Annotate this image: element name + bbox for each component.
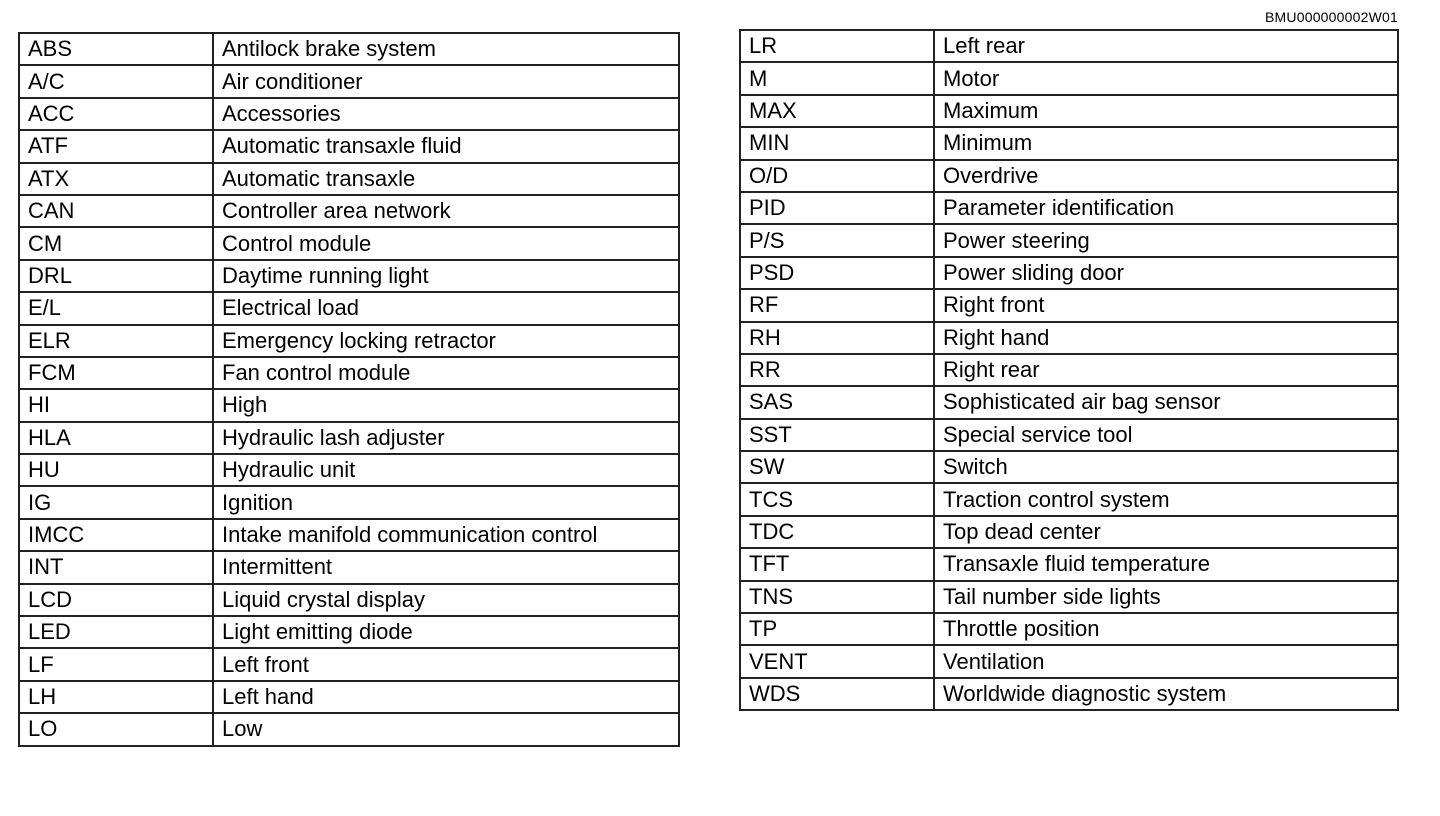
table-row (740, 645, 1398, 677)
table-row (740, 548, 1398, 580)
meaning-cell: Right front (934, 289, 1398, 321)
abbreviation-cell: DRL (19, 260, 213, 292)
table-row (19, 519, 679, 551)
meaning-cell: Accessories (213, 98, 679, 130)
table-row (740, 581, 1398, 613)
abbreviation-cell: M (740, 62, 934, 94)
abbreviation-cell: ATF (19, 130, 213, 162)
meaning-cell: Antilock brake system (213, 33, 679, 65)
table-row (19, 292, 679, 324)
abbreviation-table-left-body (19, 33, 679, 746)
meaning-cell: Tail number side lights (934, 581, 1398, 613)
abbreviation-cell: ACC (19, 98, 213, 130)
meaning-cell: Switch (934, 451, 1398, 483)
table-row (740, 419, 1398, 451)
meaning-cell: Parameter identification (934, 192, 1398, 224)
table-row (19, 713, 679, 745)
table-row (19, 260, 679, 292)
abbreviation-cell: RR (740, 354, 934, 386)
meaning-cell: Emergency locking retractor (213, 325, 679, 357)
table-row (19, 422, 679, 454)
meaning-cell: Air conditioner (213, 65, 679, 97)
table-row (19, 648, 679, 680)
table-row (19, 357, 679, 389)
meaning-cell: Fan control module (213, 357, 679, 389)
abbreviation-cell: ATX (19, 163, 213, 195)
meaning-cell: Daytime running light (213, 260, 679, 292)
table-row (19, 33, 679, 65)
table-row (740, 289, 1398, 321)
table-row (740, 257, 1398, 289)
meaning-cell: Sophisticated air bag sensor (934, 386, 1398, 418)
meaning-cell: Throttle position (934, 613, 1398, 645)
abbreviation-table-right-body (740, 30, 1398, 710)
abbreviation-cell: TCS (740, 483, 934, 515)
abbreviation-cell: TDC (740, 516, 934, 548)
meaning-cell: Maximum (934, 95, 1398, 127)
table-row (740, 127, 1398, 159)
abbreviation-cell: VENT (740, 645, 934, 677)
table-row (740, 192, 1398, 224)
meaning-cell: Motor (934, 62, 1398, 94)
meaning-cell: Ignition (213, 486, 679, 518)
meaning-cell: Electrical load (213, 292, 679, 324)
table-row (740, 483, 1398, 515)
meaning-cell: Top dead center (934, 516, 1398, 548)
meaning-cell: Left rear (934, 30, 1398, 62)
table-row (740, 678, 1398, 710)
table-row (19, 98, 679, 130)
abbreviation-table-right (739, 29, 1399, 711)
meaning-cell: Intake manifold communication control (213, 519, 679, 551)
meaning-cell: Right hand (934, 322, 1398, 354)
table-row (19, 227, 679, 259)
abbreviation-cell: TNS (740, 581, 934, 613)
table-row (19, 551, 679, 583)
abbreviation-cell: HI (19, 389, 213, 421)
table-row (19, 163, 679, 195)
abbreviation-cell: MAX (740, 95, 934, 127)
meaning-cell: Power sliding door (934, 257, 1398, 289)
table-row (19, 65, 679, 97)
table-row (19, 195, 679, 227)
meaning-cell: Minimum (934, 127, 1398, 159)
meaning-cell: Power steering (934, 224, 1398, 256)
meaning-cell: High (213, 389, 679, 421)
abbreviation-cell: TFT (740, 548, 934, 580)
meaning-cell: Transaxle fluid temperature (934, 548, 1398, 580)
table-row (19, 325, 679, 357)
abbreviation-cell: O/D (740, 160, 934, 192)
table-row (740, 95, 1398, 127)
table-row (740, 386, 1398, 418)
abbreviation-cell: ABS (19, 33, 213, 65)
document-id: BMU000000002W01 (1265, 9, 1398, 25)
table-row (19, 486, 679, 518)
abbreviation-cell: CAN (19, 195, 213, 227)
meaning-cell: Traction control system (934, 483, 1398, 515)
meaning-cell: Control module (213, 227, 679, 259)
table-row (19, 616, 679, 648)
abbreviation-cell: SST (740, 419, 934, 451)
table-row (19, 584, 679, 616)
abbreviation-cell: CM (19, 227, 213, 259)
abbreviation-cell: HU (19, 454, 213, 486)
table-row (740, 224, 1398, 256)
meaning-cell: Automatic transaxle (213, 163, 679, 195)
abbreviation-cell: HLA (19, 422, 213, 454)
abbreviation-cell: RH (740, 322, 934, 354)
meaning-cell: Overdrive (934, 160, 1398, 192)
meaning-cell: Low (213, 713, 679, 745)
meaning-cell: Light emitting diode (213, 616, 679, 648)
abbreviation-cell: LED (19, 616, 213, 648)
abbreviation-table-left (18, 32, 680, 747)
meaning-cell: Ventilation (934, 645, 1398, 677)
abbreviation-cell: PID (740, 192, 934, 224)
table-row (19, 130, 679, 162)
meaning-cell: Special service tool (934, 419, 1398, 451)
abbreviation-cell: WDS (740, 678, 934, 710)
meaning-cell: Hydraulic unit (213, 454, 679, 486)
meaning-cell: Automatic transaxle fluid (213, 130, 679, 162)
table-row (740, 62, 1398, 94)
table-row (740, 516, 1398, 548)
meaning-cell: Worldwide diagnostic system (934, 678, 1398, 710)
abbreviation-cell: LH (19, 681, 213, 713)
abbreviation-cell: FCM (19, 357, 213, 389)
abbreviation-cell: SW (740, 451, 934, 483)
meaning-cell: Left hand (213, 681, 679, 713)
meaning-cell: Intermittent (213, 551, 679, 583)
table-row (19, 454, 679, 486)
abbreviation-cell: TP (740, 613, 934, 645)
table-row (19, 389, 679, 421)
abbreviation-cell: INT (19, 551, 213, 583)
abbreviation-cell: LR (740, 30, 934, 62)
meaning-cell: Right rear (934, 354, 1398, 386)
table-row (740, 451, 1398, 483)
abbreviation-cell: LO (19, 713, 213, 745)
abbreviation-cell: E/L (19, 292, 213, 324)
meaning-cell: Hydraulic lash adjuster (213, 422, 679, 454)
meaning-cell: Liquid crystal display (213, 584, 679, 616)
table-row (740, 613, 1398, 645)
abbreviation-cell: A/C (19, 65, 213, 97)
table-row (740, 354, 1398, 386)
meaning-cell: Left front (213, 648, 679, 680)
abbreviation-cell: IMCC (19, 519, 213, 551)
abbreviation-cell: SAS (740, 386, 934, 418)
table-row (740, 322, 1398, 354)
abbreviation-cell: P/S (740, 224, 934, 256)
abbreviation-cell: MIN (740, 127, 934, 159)
abbreviation-cell: ELR (19, 325, 213, 357)
abbreviation-cell: PSD (740, 257, 934, 289)
abbreviation-cell: LCD (19, 584, 213, 616)
table-row (740, 160, 1398, 192)
abbreviation-cell: RF (740, 289, 934, 321)
table-row (19, 681, 679, 713)
abbreviation-cell: IG (19, 486, 213, 518)
meaning-cell: Controller area network (213, 195, 679, 227)
table-row (740, 30, 1398, 62)
abbreviation-cell: LF (19, 648, 213, 680)
